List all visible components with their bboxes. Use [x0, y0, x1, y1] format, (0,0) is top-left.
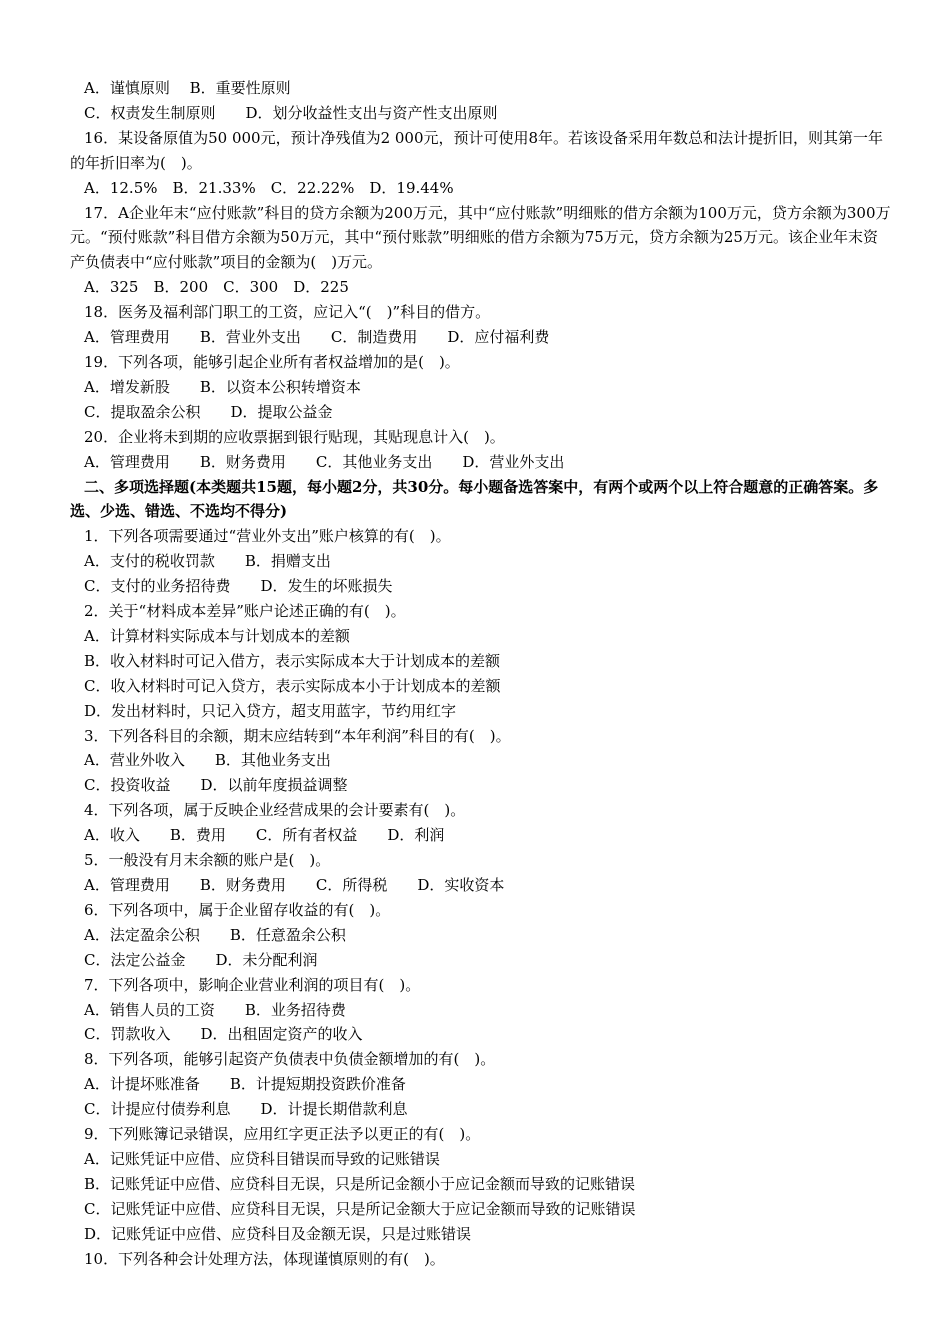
mc-question-6: 6．下列各项中，属于企业留存收益的有( )。	[84, 900, 391, 919]
question-18: 18．医务及福利部门职工的工资，应记入“( )”科目的借方。	[84, 303, 491, 322]
mc-question-4: 4．下列各项，属于反映企业经营成果的会计要素有( )。	[84, 801, 466, 820]
mc-option-2a: A．计算材料实际成本与计划成本的差额	[84, 626, 350, 645]
mc-option-9c: C．记账凭证中应借、应贷科目无误，只是所记金额大于应记金额而导致的记账错误	[84, 1199, 636, 1218]
question-20: 20．企业将未到期的应收票据到银行贴现，其贴现息计入( )。	[84, 427, 505, 446]
mc-options-1-cd: C．支付的业务招待费 D．发生的坏账损失	[84, 577, 393, 596]
mc-question-9: 9．下列账簿记录错误，应用红字更正法予以更正的有( )。	[84, 1125, 481, 1144]
mc-question-8: 8．下列各项，能够引起资产负债表中负债金额增加的有( )。	[84, 1050, 496, 1069]
mc-question-2: 2．关于“材料成本差异”账户论述正确的有( )。	[84, 602, 406, 621]
mc-options-7-cd: C．罚款收入 D．出租固定资产的收入	[84, 1025, 363, 1044]
mc-option-9d: D．记账凭证中应借、应贷科目及金额无误，只是过账错误	[84, 1224, 472, 1243]
mc-options-7-ab: A．销售人员的工资 B．业务招待费	[84, 1000, 346, 1019]
option-line-15cd: C．权责发生制原则 D．划分收益性支出与资产性支出原则	[84, 103, 498, 122]
mc-options-8-cd: C．计提应付债券利息 D．计提长期借款利息	[84, 1100, 408, 1119]
mc-options-3-cd: C．投资收益 D．以前年度损益调整	[84, 776, 348, 795]
mc-options-1-ab: A．支付的税收罚款 B．捐赠支出	[84, 552, 331, 571]
mc-options-5: A．管理费用 B．财务费用 C．所得税 D．实收资本	[84, 876, 505, 894]
mc-options-8-ab: A．计提坏账准备 B．计提短期投资跌价准备	[84, 1075, 406, 1094]
mc-question-7: 7．下列各项中，影响企业营业利润的项目有( )。	[84, 975, 421, 994]
options-17: A．325 B．200 C．300 D．225	[84, 278, 349, 297]
mc-option-9a: A．记账凭证中应借、应贷科目错误而导致的记账错误	[84, 1149, 440, 1168]
mc-options-4: A．收入 B．费用 C．所有者权益 D．利润	[84, 826, 445, 845]
mc-question-3: 3．下列各科目的余额，期末应结转到“本年利润”科目的有( )。	[84, 726, 511, 745]
mc-question-5: 5．一般没有月末余额的账户是( )。	[84, 851, 331, 870]
options-20: A．管理费用 B．财务费用 C．其他业务支出 D．营业外支出	[84, 452, 565, 471]
options-19-cd: C．提取盈余公积 D．提取公益金	[84, 402, 333, 421]
mc-option-2d: D．发出材料时，只记入贷方，超支用蓝字，节约用红字	[84, 701, 457, 720]
mc-options-6-ab: A．法定盈余公积 B．任意盈余公积	[84, 925, 346, 944]
mc-options-6-cd: C．法定公益金 D．未分配利润	[84, 950, 318, 969]
question-17: 17．A企业年末“应付账款”科目的贷方余额为200万元，其中“应付账款”明细账的借方余额为100万元，贷方余额为300万元。“预付账款”科目借方余额为50万元，其中“预付账款”明细账的借方余额为75万元，贷方余额为25万元。该企业年末资产负债表中“应付账款”项目的金额为( )万元。	[70, 203, 891, 272]
option-line-15ab: A．谨慎原则 B．重要性原则	[84, 79, 291, 97]
question-19: 19．下列各项，能够引起企业所有者权益增加的是( )。	[84, 352, 460, 371]
options-19-ab: A．增发新股 B．以资本公积转增资本	[84, 377, 361, 396]
mc-options-3-ab: A．营业外收入 B．其他业务支出	[84, 751, 331, 770]
section-heading-multiple-choice: 二、多项选择题(本类题共15题，每小题2分，共30分。每小题备选答案中，有两个或两个以上符合题意的正确答案。多选、少选、错选、不选均不得分)	[70, 477, 879, 521]
mc-option-2b: B．收入材料时可记入借方，表示实际成本大于计划成本的差额	[84, 651, 501, 670]
mc-question-10: 10．下列各种会计处理方法，体现谨慎原则的有( )。	[84, 1249, 445, 1268]
options-16: A．12.5% B．21.33% C．22.22% D．19.44%	[84, 178, 454, 197]
mc-option-9b: B．记账凭证中应借、应贷科目无误，只是所记金额小于应记金额而导致的记账错误	[84, 1174, 636, 1193]
question-16: 16．某设备原值为50 000元，预计净残值为2 000元，预计可使用8年。若该设备采用年数总和法计提折旧，则其第一年的年折旧率为( )。	[70, 128, 884, 172]
options-18: A．管理费用 B．营业外支出 C．制造费用 D．应付福利费	[84, 328, 550, 347]
mc-question-1: 1．下列各项需要通过“营业外支出”账户核算的有( )。	[84, 527, 451, 546]
mc-option-2c: C．收入材料时可记入贷方，表示实际成本小于计划成本的差额	[84, 676, 501, 695]
